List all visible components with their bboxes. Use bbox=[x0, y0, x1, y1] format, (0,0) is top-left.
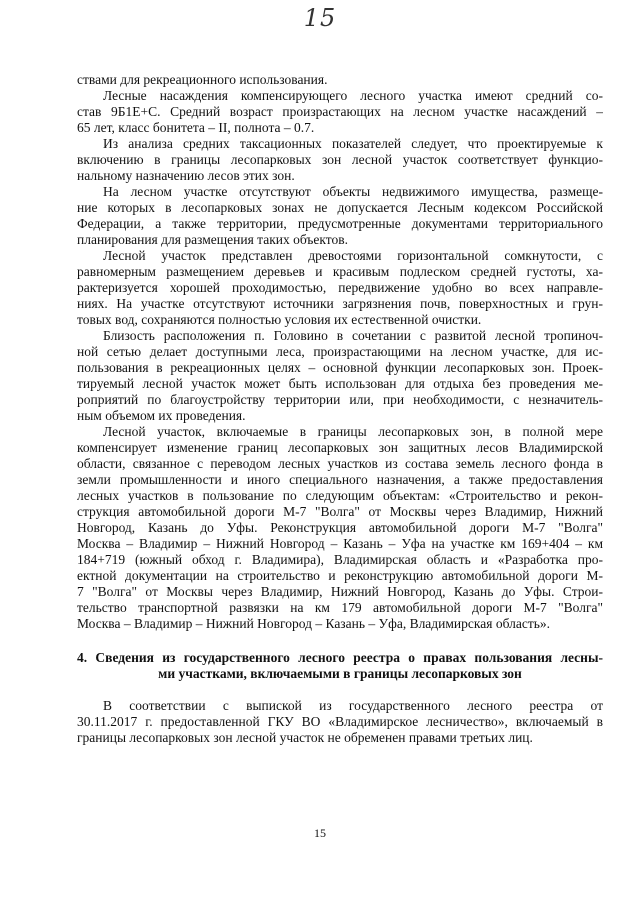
text-line: Лесной участок, включаемые в границы лесопарковых зон, в полной мере bbox=[103, 424, 603, 439]
text-line: став 9Б1Е+С. Средний возраст произрастающих на лесном участке насаждений – bbox=[77, 104, 603, 119]
text-line: тельство транспортной развязки на км 179 автомобильной дороги М-7 "Волга" bbox=[77, 600, 603, 615]
text-line: Москва – Владимир – Нижний Новгород – Казань – Уфа, Владимирская область». bbox=[77, 616, 551, 631]
paragraph bbox=[77, 88, 603, 136]
text-line: В соответствии с выпиской из государственного лесного реестра от bbox=[103, 698, 603, 713]
text-line: ствами для рекреационного использования. bbox=[77, 72, 328, 87]
text-line: 7 "Волга" от Москвы через Владимир, Нижний Новгород, Казань до Уфы. Строи- bbox=[77, 584, 603, 599]
document-body bbox=[77, 72, 603, 746]
text-line: ным объемом их проведения. bbox=[77, 408, 246, 423]
text-line: Лесные насаждения компенсирующего лесного участка имеют средний со- bbox=[103, 88, 603, 103]
paragraph bbox=[77, 136, 603, 184]
text-line: 184+719 (южный обход г. Владимира), Владимирская область и «Разработка про- bbox=[77, 552, 603, 567]
text-line: ние которых в лесопарковых зонах не допускается Лесным кодексом Российской bbox=[77, 200, 603, 215]
text-line: 30.11.2017 г. предоставленной ГКУ ВО «Владимирское лесничество», включаемый в bbox=[77, 714, 603, 729]
text-line: включению в границы лесопарковых зон лесной участок соответствует функцио- bbox=[77, 152, 603, 167]
paragraph bbox=[77, 328, 603, 424]
text-line: Близость расположения п. Головино в сочетании с развитой лесной тропиноч- bbox=[103, 328, 603, 343]
text-line: роприятий по благоустройству территории или, при необходимости, с незначитель- bbox=[77, 392, 603, 407]
section-paragraph bbox=[77, 698, 603, 746]
heading-line: 4. Сведения из государственного лесного реестра о правах пользования лесны- bbox=[77, 650, 603, 665]
text-line: ной сетью делает доступными леса, произрастающими на лесном участке, для ис- bbox=[77, 344, 603, 359]
paragraph bbox=[77, 424, 603, 632]
text-line: планирования для размещения таких объектов. bbox=[77, 232, 348, 247]
text-line: границы лесопарковых зон лесной участок не обременен правами третьих лиц. bbox=[77, 730, 533, 745]
text-line: земли промышленности и иного специального назначения, а также предоставления bbox=[77, 472, 603, 487]
text-line: струкция автомобильной дороги М-7 "Волга" от Москвы через Владимир, Нижний bbox=[77, 504, 603, 519]
text-line: ниях. На участке отсутствуют источники загрязнения почв, поверхностных и грун- bbox=[77, 296, 603, 311]
text-line: области, связанное с переводом лесных участков из состава земель лесного фонда в bbox=[77, 456, 603, 471]
text-line: На лесном участке отсутствуют объекты недвижимого имущества, размеще- bbox=[103, 184, 603, 199]
text-line: тируемый лесной участок может быть использован для отдыха без проведения ме- bbox=[77, 376, 603, 391]
text-line: рактеризуется хорошей проходимостью, передвижение удобно во всех направле- bbox=[77, 280, 603, 295]
text-line: равномерным размещением деревьев и красивым подлеском средней густоты, ха- bbox=[77, 264, 603, 279]
paragraph bbox=[77, 72, 603, 88]
text-line: ектной документации на строительство и реконструкцию автомобильной дороги М- bbox=[77, 568, 603, 583]
text-line: компенсирует изменение границ лесопарковых зон защитных лесов Владимирской bbox=[77, 440, 603, 455]
text-line: лесных участков в пользование по следующим объектам: «Строительство и рекон- bbox=[77, 488, 603, 503]
text-line: нальному назначению лесов этих зон. bbox=[77, 168, 295, 183]
paragraph bbox=[77, 248, 603, 328]
text-line: Из анализа средних таксационных показателей следует, что проектируемые к bbox=[103, 136, 603, 151]
handwritten-page-number: 15 bbox=[303, 4, 337, 32]
text-line: пользования в рекреационных целях – основной функции лесопарковых зон. Проек- bbox=[77, 360, 603, 375]
text-line: товых вод, сохраняются полностью условия их естественной очистки. bbox=[77, 312, 482, 327]
section-heading bbox=[77, 650, 603, 682]
text-line: 65 лет, класс бонитета – II, полнота – 0.7. bbox=[77, 120, 315, 135]
text-line: Федерации, а также территории, предусмотренные документами территориального bbox=[77, 216, 603, 231]
paragraph bbox=[77, 184, 603, 248]
text-line: Лесной участок представлен древостоями горизонтальной сомкнутости, с bbox=[103, 248, 603, 263]
page-number: 15 bbox=[314, 826, 326, 840]
heading-line: ми участками, включаемыми в границы лесопарковых зон bbox=[158, 666, 522, 681]
text-line: Москва – Владимир – Нижний Новгород – Казань – Уфа на участке км 169+404 – км bbox=[77, 536, 603, 551]
text-line: Новгород, Казань до Уфы. Реконструкция автомобильной дороги М-7 "Волга" bbox=[77, 520, 603, 535]
